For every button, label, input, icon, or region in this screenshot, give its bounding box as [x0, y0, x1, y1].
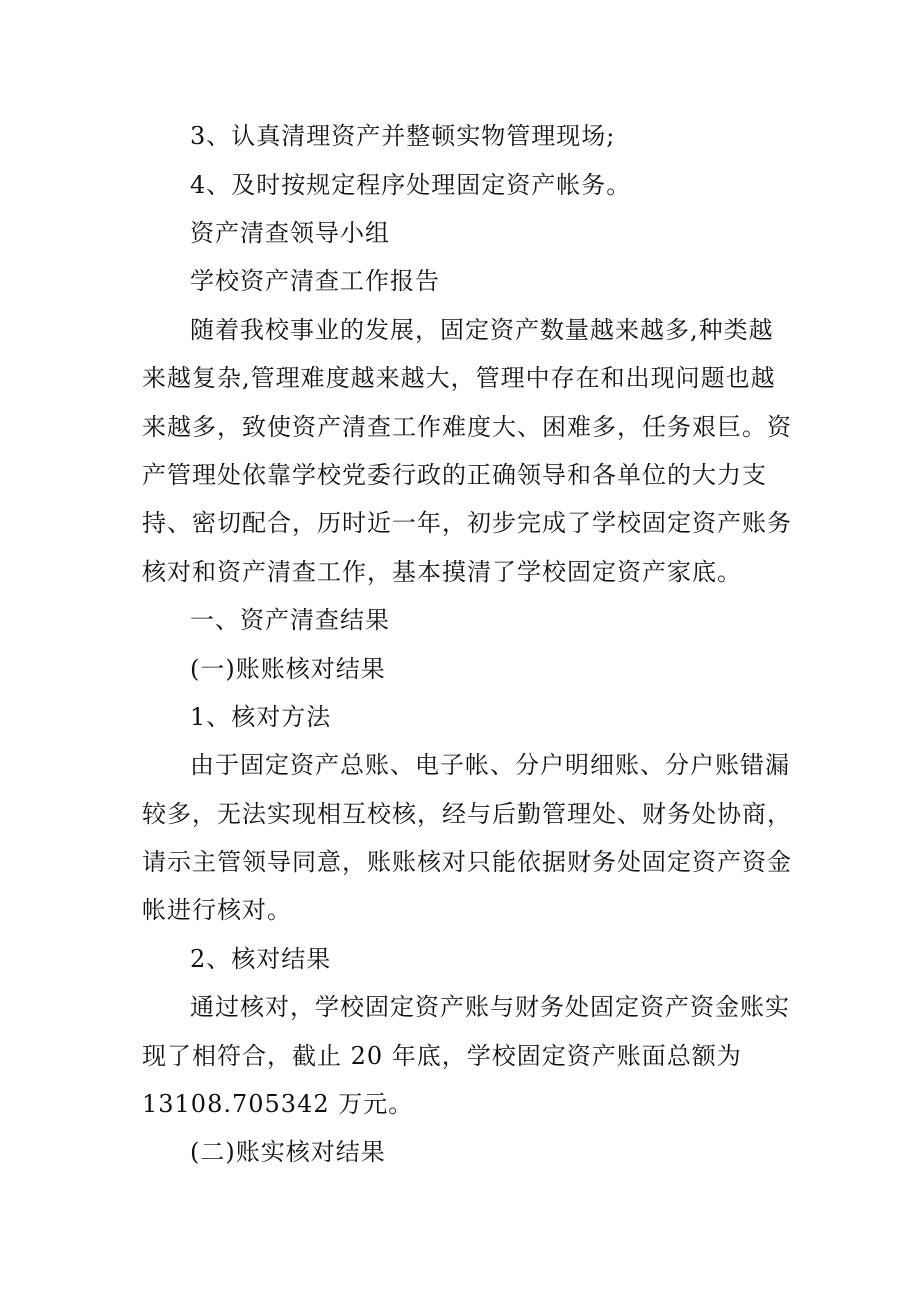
subsection-heading: (一)账账核对结果 [190, 655, 386, 683]
report-title: 学校资产清查工作报告 [190, 267, 440, 295]
item-heading: 2、核对结果 [190, 945, 332, 973]
paragraph-line: 现了相符合，截止 20 年底，学校固定资产账面总额为 [142, 1042, 742, 1070]
paragraph-line: 来越复杂,管理难度越来越大，管理中存在和出现问题也越 [142, 364, 776, 392]
paragraph-line: 随着我校事业的发展，固定资产数量越来越多,种类越 [190, 316, 774, 344]
paragraph-line: 由于固定资产总账、电子帐、分户明细账、分户账错漏 [190, 751, 790, 779]
item-heading: 1、核对方法 [190, 703, 332, 731]
paragraph-line: 帐进行核对。 [142, 896, 292, 924]
paragraph-line: 产管理处依靠学校党委行政的正确领导和各单位的大力支 [142, 461, 767, 489]
paragraph-line: 13108.705342 万元。 [142, 1090, 414, 1118]
subsection-heading: (二)账实核对结果 [190, 1138, 386, 1166]
paragraph-line: 通过核对，学校固定资产账与财务处固定资产资金账实 [190, 993, 790, 1021]
signature-line: 资产清查领导小组 [190, 219, 390, 247]
paragraph-line: 请示主管领导同意，账账核对只能依据财务处固定资产资金 [142, 848, 792, 876]
paragraph-line: 持、密切配合，历时近一年，初步完成了学校固定资产账务 [142, 509, 792, 537]
list-item-3: 3、认真清理资产并整顿实物管理现场; [190, 122, 616, 150]
paragraph-line: 来越多，致使资产清查工作难度大、困难多，任务艰巨。资 [142, 413, 792, 441]
paragraph-line: 核对和资产清查工作，基本摸清了学校固定资产家底。 [142, 558, 742, 586]
paragraph-line: 较多，无法实现相互校核，经与后勤管理处、财务处协商， [142, 800, 792, 828]
section-heading: 一、资产清查结果 [190, 606, 390, 634]
list-item-4: 4、及时按规定程序处理固定资产帐务。 [190, 171, 632, 199]
